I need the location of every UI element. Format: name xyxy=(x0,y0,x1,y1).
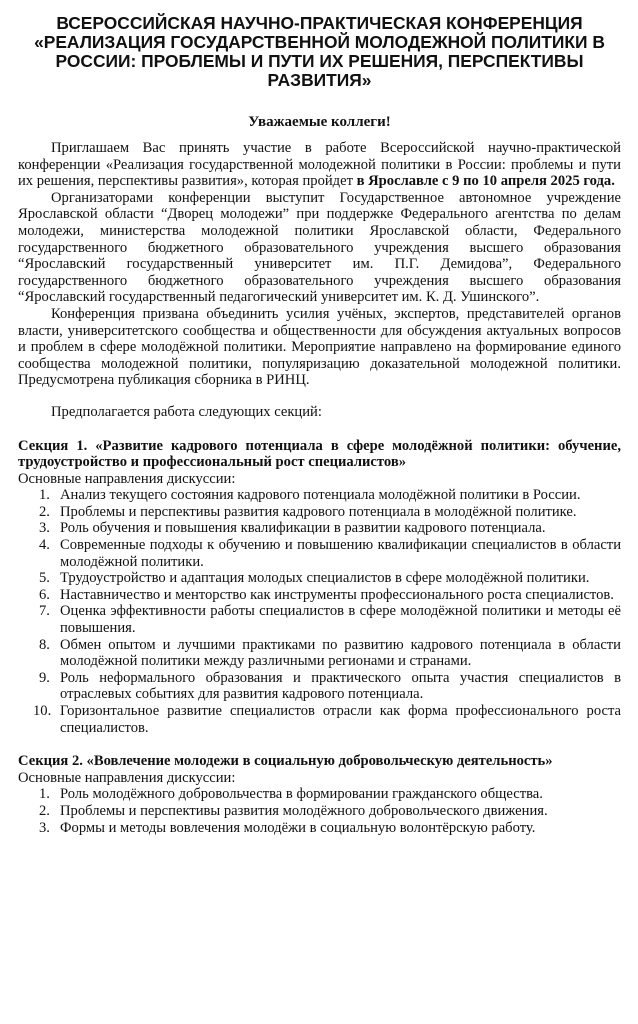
item-number: 3. xyxy=(39,819,50,836)
intro-paragraph xyxy=(18,140,621,190)
item-text: Трудоустройство и адаптация молодых специалистов в сфере молодёжной политики. xyxy=(60,570,590,587)
conference-title: ВСЕРОССИЙСКАЯ НАУЧНО-ПРАКТИЧЕСКАЯ КОНФЕРЕНЦИЯ «РЕАЛИЗАЦИЯ ГОСУДАРСТВЕННОЙ МОЛОДЕЖНОЙ ПОЛИТИКИ В РОССИИ: ПРОБЛЕМЫ И ПУТИ ИХ РЕШЕНИЯ, ПЕРСПЕКТИВЫ РАЗВИТИЯ» xyxy=(34,13,605,90)
section-subtitle: Основные направления дискуссии: xyxy=(18,769,236,786)
topic-list xyxy=(18,786,621,836)
item-number: 6. xyxy=(39,586,50,603)
item-text: Проблемы и перспективы развития молодёжного добровольческого движения. xyxy=(60,802,548,819)
item-number: 9. xyxy=(39,669,50,686)
list-item xyxy=(18,570,621,587)
list-item xyxy=(18,803,621,820)
item-text: Проблемы и перспективы развития кадрового потенциала в молодёжной политике. xyxy=(60,503,577,520)
intro-text: Приглашаем Вас принять участие в работе Всероссийской научно-практической конференции «Реализация государственной молодежной политики в России: проблемы и пути их решения, перспективы развития», которая пройдет xyxy=(18,140,621,190)
greeting: Уважаемые коллеги! xyxy=(248,114,391,130)
item-number: 4. xyxy=(39,537,50,554)
item-number: 3. xyxy=(39,520,50,537)
item-text: Роль неформального образования и практического опыта участия специалистов в отраслевых событиях для развития кадрового потенциала. xyxy=(60,669,621,703)
list-item xyxy=(18,637,621,670)
list-item xyxy=(18,504,621,521)
item-number: 5. xyxy=(39,570,50,587)
item-number: 1. xyxy=(39,786,50,803)
section-title: Секция 2. «Вовлечение молодежи в социальную добровольческую деятельность» xyxy=(18,753,553,770)
item-text: Формы и методы вовлечения молодёжи в социальную волонтёрскую работу. xyxy=(60,819,536,836)
item-text: Горизонтальное развитие специалистов отрасли как форма профессионального роста специалистов. xyxy=(60,703,621,736)
list-item xyxy=(18,520,621,537)
list-item xyxy=(18,603,621,636)
organizers-paragraph: Организаторами конференции выступит Государственное автономное учреждение Ярославской области “Дворец молодежи” при поддержке Федерального агентства по делам молодежи, министерства молодежной политики Ярославской области, Федерального государственного бюджетного образовательного учреждения высшего образования “Ярославский государственный университет им. П.Г. Демидова”, Федерального государственного бюджетного образовательного учреждения высшего образования “Ярославский государственный педагогический университет им. К. Д. Ушинского”. xyxy=(18,189,621,306)
section-subtitle: Основные направления дискуссии: xyxy=(18,470,236,487)
list-item xyxy=(18,487,621,504)
topic-list xyxy=(18,487,621,736)
item-number: 7. xyxy=(39,603,50,620)
item-text: Роль молодёжного добровольчества в формировании гражданского общества. xyxy=(60,786,543,803)
intro-date-location: в Ярославле с 9 по 10 апреля 2025 года. xyxy=(356,173,615,190)
section-title: Секция 1. «Развитие кадрового потенциала в сфере молодёжной политики: обучение, трудоустройство и профессиональный рост специалистов» xyxy=(18,437,621,471)
item-number: 2. xyxy=(39,802,50,819)
sections-intro: Предполагается работа следующих секций: xyxy=(51,403,322,420)
section-2 xyxy=(18,753,621,836)
item-number: 10. xyxy=(33,703,52,719)
section-1 xyxy=(18,438,621,737)
item-text: Роль обучения и повышения квалификации в развитии кадрового потенциала. xyxy=(60,520,546,537)
list-item xyxy=(18,786,621,803)
item-number: 8. xyxy=(39,636,50,653)
list-item xyxy=(18,587,621,604)
list-item xyxy=(18,670,621,703)
list-item xyxy=(18,703,621,736)
list-item xyxy=(18,820,621,837)
item-text: Анализ текущего состояния кадрового потенциала молодёжной политики в России. xyxy=(60,487,581,504)
item-text: Наставничество и менторство как инструменты профессионального роста специалистов. xyxy=(60,586,614,603)
item-number: 2. xyxy=(39,503,50,520)
item-text: Оценка эффективности работы специалистов в сфере молодёжной политики и методы её повышения. xyxy=(60,603,621,637)
item-text: Обмен опытом и лучшими практиками по развитию кадрового потенциала в области молодёжной политики между различными регионами и странами. xyxy=(60,636,621,670)
item-number: 1. xyxy=(39,487,50,504)
item-text: Современные подходы к обучению и повышению квалификации специалистов в области молодёжной политики. xyxy=(60,537,621,570)
purpose-paragraph: Конференция призвана объединить усилия учёных, экспертов, представителей органов власти, университетского сообщества и общественности для обсуждения актуальных вопросов и проблем в сфере молодёжной политики. Мероприятие направлено на формирование единого сообщества молодежной политики, популяризацию доказательной молодежной политики. Предусмотрена публикация сборника в РИНЦ. xyxy=(18,305,621,389)
list-item xyxy=(18,537,621,570)
